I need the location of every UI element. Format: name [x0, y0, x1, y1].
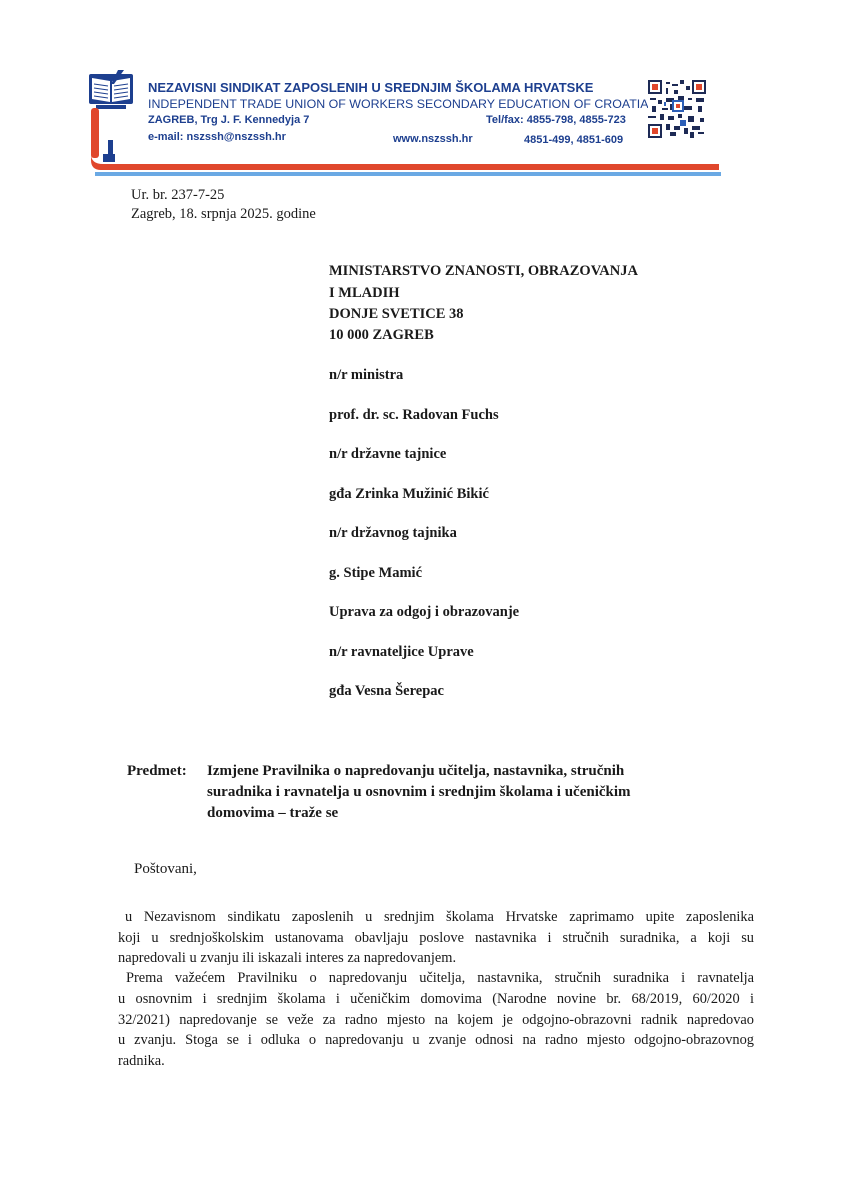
org-address: ZAGREB, Trg J. F. Kennedyja 7 [148, 114, 310, 126]
paragraph-2-line-1: Prema važećem Pravilniku o napredovanju učitelja, nastavnika, stručnih suradnika i ravnatelja [126, 970, 754, 986]
letter-date: Zagreb, 18. srpnja 2025. godine [131, 206, 316, 222]
subject-line-3: domovima – traže se [207, 805, 339, 821]
org-telfax-line2: 4851-499, 4851-609 [524, 134, 624, 146]
minister-name: prof. dr. sc. Radovan Fuchs [329, 407, 499, 423]
recipient-city: 10 000 ZAGREB [329, 327, 434, 343]
org-email[interactable]: e-mail: nszssh@nszssh.hr [148, 131, 286, 143]
attention-state-secretary-m: n/r državnog tajnika [329, 525, 457, 541]
state-secretary-f-name: gđa Zrinka Mužinić Bikić [329, 486, 489, 502]
department-name: Uprava za odgoj i obrazovanje [329, 604, 520, 620]
state-secretary-m-name: g. Stipe Mamić [329, 565, 423, 581]
qr-code-icon [647, 80, 707, 138]
director-name: gđa Vesna Šerepac [329, 683, 444, 699]
paragraph-2-line-5: radnika. [118, 1053, 165, 1069]
recipient-street: DONJE SVETICE 38 [329, 306, 464, 322]
subject-label: Predmet: [127, 763, 187, 779]
attention-director: n/r ravnateljice Uprave [329, 644, 474, 660]
attention-minister: n/r ministra [329, 367, 404, 383]
paragraph-2-line-3: 32/2021) napredovanje se veže za radno mjesto na kojem je odgojno-obrazovni radnik napredovao [118, 1012, 754, 1028]
org-telfax-line1: Tel/fax: 4855-798, 4855-723 [486, 114, 626, 126]
paragraph-1-line-1: u Nezavisnom sindikatu zaposlenih u srednjim školama Hrvatske zaprimamo upite zaposlenika [125, 909, 754, 925]
reference-number: Ur. br. 237-7-25 [131, 187, 225, 203]
recipient-line-1: MINISTARSTVO ZNANOSTI, OBRAZOVANJA [329, 263, 638, 279]
paragraph-2-line-2: u osnovnim i srednjim školama i učeničkim domovima (Narodne novine br. 68/2019, 60/2020 i [118, 991, 754, 1007]
union-logo-book-icon [88, 70, 134, 112]
paragraph-1-line-2: koji u srednjoškolskim ustanovama obavljaju poslove nastavnika i stručnih suradnika, a koji su [118, 930, 754, 946]
subject-line-2: suradnika i ravnatelja u osnovnim i srednjim školama i učeničkim [207, 784, 631, 800]
paragraph-2-line-4: u zvanju. Stoga se i odluka o napredovanju u zvanje odnosi na radno mjesto odgojno-obrazovnog [118, 1032, 754, 1048]
paragraph-1-line-3: napredovali u zvanju ili iskazali interes za napredovanjem. [118, 950, 457, 966]
subject-line-1: Izmjene Pravilnika o napredovanju učitelja, nastavnika, stručnih [207, 763, 625, 779]
recipient-line-2: I MLADIH [329, 285, 400, 301]
org-name-croatian: NEZAVISNI SINDIKAT ZAPOSLENIH U SREDNJIM ŠKOLAMA HRVATSKE [148, 80, 594, 95]
org-website[interactable]: www.nszssh.hr [393, 133, 473, 145]
org-name-english: INDEPENDENT TRADE UNION OF WORKERS SECONDARY EDUCATION OF CROATIA [148, 97, 649, 111]
greeting: Poštovani, [134, 861, 197, 877]
attention-state-secretary-f: n/r državne tajnice [329, 446, 447, 462]
